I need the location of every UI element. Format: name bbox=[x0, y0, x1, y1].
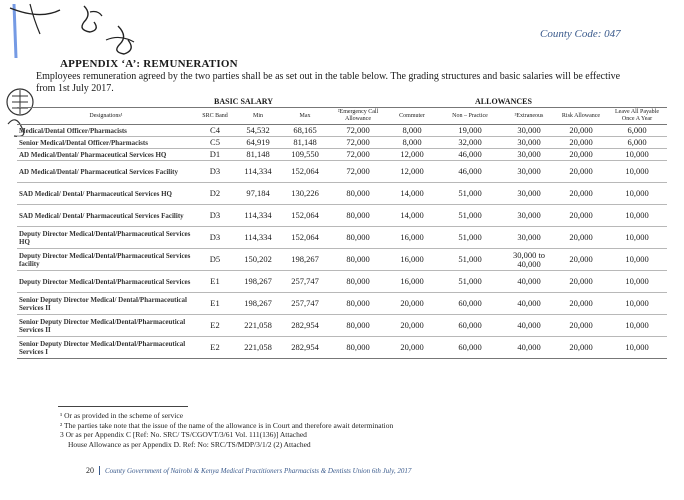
min-cell: 221,058 bbox=[235, 337, 281, 359]
col-header-commuter: Commuter bbox=[387, 108, 437, 125]
commuter-cell: 14,000 bbox=[387, 183, 437, 205]
table-row bbox=[17, 315, 667, 337]
leave-cell: 10,000 bbox=[607, 149, 667, 161]
extraneous-cell: 40,000 bbox=[503, 293, 555, 315]
band-cell: C5 bbox=[195, 137, 235, 149]
non-practice-cell: 19,000 bbox=[437, 125, 503, 137]
risk-cell: 20,000 bbox=[555, 227, 607, 249]
county-code: County Code: 047 bbox=[540, 28, 621, 40]
emergency-cell: 80,000 bbox=[329, 271, 387, 293]
leave-cell: 10,000 bbox=[607, 315, 667, 337]
leave-cell: 10,000 bbox=[607, 205, 667, 227]
col-header-leave: Leave All Payable Once A Year bbox=[607, 108, 667, 125]
emergency-cell: 80,000 bbox=[329, 183, 387, 205]
band-cell: D3 bbox=[195, 205, 235, 227]
emergency-cell: 80,000 bbox=[329, 337, 387, 359]
band-cell: E1 bbox=[195, 271, 235, 293]
designation-cell: AD Medical/Dental/ Pharmaceutical Services HQ bbox=[17, 149, 195, 161]
footnote-2: ² The parties take note that the issue of the name of the allowance is in Court and therefore await determination bbox=[60, 420, 394, 430]
band-cell: E2 bbox=[195, 315, 235, 337]
table-row bbox=[17, 183, 667, 205]
appendix-title: APPENDIX ‘A’: REMUNERATION bbox=[60, 58, 238, 70]
page-footer bbox=[86, 466, 411, 475]
max-cell: 282,954 bbox=[281, 315, 329, 337]
min-cell: 198,267 bbox=[235, 293, 281, 315]
band-cell: D1 bbox=[195, 149, 235, 161]
non-practice-cell: 46,000 bbox=[437, 161, 503, 183]
leave-cell: 10,000 bbox=[607, 271, 667, 293]
emergency-cell: 72,000 bbox=[329, 149, 387, 161]
designation-cell: Senior Deputy Director Medical/Dental/Pharmaceutical Services I bbox=[17, 337, 195, 359]
footnote-1: ¹ Or as provided in the scheme of service bbox=[60, 411, 184, 420]
emergency-cell: 80,000 bbox=[329, 249, 387, 271]
max-cell: 198,267 bbox=[281, 249, 329, 271]
non-practice-cell: 60,000 bbox=[437, 337, 503, 359]
commuter-cell: 20,000 bbox=[387, 337, 437, 359]
extraneous-cell: 40,000 bbox=[503, 337, 555, 359]
risk-cell: 20,000 bbox=[555, 205, 607, 227]
col-header-non-practice: Non – Practice bbox=[437, 108, 503, 125]
table-row bbox=[17, 137, 667, 149]
designation-cell: Deputy Director Medical/Dental/Pharmaceutical Services facility bbox=[17, 249, 195, 271]
commuter-cell: 8,000 bbox=[387, 137, 437, 149]
table-row bbox=[17, 337, 667, 359]
table-row bbox=[17, 271, 667, 293]
commuter-cell: 16,000 bbox=[387, 271, 437, 293]
band-cell: D5 bbox=[195, 249, 235, 271]
non-practice-cell: 60,000 bbox=[437, 315, 503, 337]
extraneous-cell: 30,000 bbox=[503, 161, 555, 183]
min-cell: 114,334 bbox=[235, 161, 281, 183]
min-cell: 114,334 bbox=[235, 205, 281, 227]
commuter-cell: 16,000 bbox=[387, 227, 437, 249]
band-cell: D2 bbox=[195, 183, 235, 205]
allowances-header: ALLOWANCES bbox=[475, 97, 532, 106]
table-row bbox=[17, 293, 667, 315]
extraneous-cell: 30,000 bbox=[503, 137, 555, 149]
leave-cell: 10,000 bbox=[607, 337, 667, 359]
footnote-4: House Allowance as per Appendix D. Ref: No: SRC/TS/MDP/3/1/2 (2) Attached bbox=[68, 439, 311, 449]
footnotes bbox=[60, 411, 393, 449]
max-cell: 68,165 bbox=[281, 125, 329, 137]
band-cell: C4 bbox=[195, 125, 235, 137]
risk-cell: 20,000 bbox=[555, 125, 607, 137]
table-row bbox=[17, 149, 667, 161]
max-cell: 257,747 bbox=[281, 271, 329, 293]
leave-cell: 10,000 bbox=[607, 227, 667, 249]
risk-cell: 20,000 bbox=[555, 337, 607, 359]
risk-cell: 20,000 bbox=[555, 271, 607, 293]
designation-cell: AD Medical/Dental/ Pharmaceutical Services Facility bbox=[17, 161, 195, 183]
leave-cell: 10,000 bbox=[607, 161, 667, 183]
min-cell: 54,532 bbox=[235, 125, 281, 137]
min-cell: 114,334 bbox=[235, 227, 281, 249]
max-cell: 152,064 bbox=[281, 161, 329, 183]
max-cell: 130,226 bbox=[281, 183, 329, 205]
commuter-cell: 12,000 bbox=[387, 149, 437, 161]
designation-cell: SAD Medical/ Dental/ Pharmaceutical Services HQ bbox=[17, 183, 195, 205]
risk-cell: 20,000 bbox=[555, 249, 607, 271]
commuter-cell: 16,000 bbox=[387, 249, 437, 271]
max-cell: 81,148 bbox=[281, 137, 329, 149]
band-cell: E1 bbox=[195, 293, 235, 315]
designation-cell: Senior Deputy Director Medical/ Dental/Pharmaceutical Services II bbox=[17, 293, 195, 315]
col-header-emergency: ²Emergency Call Allowance bbox=[329, 108, 387, 125]
table-header-row bbox=[17, 108, 667, 125]
footnote-rule bbox=[58, 406, 188, 407]
leave-cell: 10,000 bbox=[607, 183, 667, 205]
col-header-extraneous: ³Extraneous bbox=[503, 108, 555, 125]
designation-cell: SAD Medical/ Dental/ Pharmaceutical Services Facility bbox=[17, 205, 195, 227]
min-cell: 150,202 bbox=[235, 249, 281, 271]
risk-cell: 20,000 bbox=[555, 149, 607, 161]
col-header-designations: Designations¹ bbox=[17, 108, 195, 125]
table-row bbox=[17, 161, 667, 183]
footer-text: County Government of Nairobi & Kenya Medical Practitioners Pharmacists & Dentists Union 6th July, 2017 bbox=[105, 466, 412, 475]
leave-cell: 6,000 bbox=[607, 125, 667, 137]
band-cell: D3 bbox=[195, 227, 235, 249]
max-cell: 152,064 bbox=[281, 227, 329, 249]
commuter-cell: 14,000 bbox=[387, 205, 437, 227]
page-number: 20 bbox=[86, 466, 100, 475]
non-practice-cell: 51,000 bbox=[437, 271, 503, 293]
table-row bbox=[17, 227, 667, 249]
table-row bbox=[17, 125, 667, 137]
non-practice-cell: 51,000 bbox=[437, 183, 503, 205]
max-cell: 152,064 bbox=[281, 205, 329, 227]
extraneous-cell: 30,000 bbox=[503, 227, 555, 249]
commuter-cell: 8,000 bbox=[387, 125, 437, 137]
commuter-cell: 20,000 bbox=[387, 293, 437, 315]
footnote-3: 3 Or as per Appendix C [Ref: No. SRC/ TS/CGOVT/3/61 Vol. 111(136)] Attached bbox=[60, 430, 307, 439]
risk-cell: 20,000 bbox=[555, 293, 607, 315]
col-header-max: Max bbox=[281, 108, 329, 125]
extraneous-cell bbox=[503, 249, 555, 271]
risk-cell: 20,000 bbox=[555, 137, 607, 149]
extraneous-cell: 40,000 bbox=[503, 315, 555, 337]
risk-cell: 20,000 bbox=[555, 183, 607, 205]
min-cell: 64,919 bbox=[235, 137, 281, 149]
emergency-cell: 80,000 bbox=[329, 315, 387, 337]
handwritten-signature bbox=[0, 0, 150, 65]
non-practice-cell: 60,000 bbox=[437, 293, 503, 315]
min-cell: 81,148 bbox=[235, 149, 281, 161]
designation-cell: Senior Deputy Director Medical/Dental/Pharmaceutical Services II bbox=[17, 315, 195, 337]
extraneous-value: 30,000 to bbox=[512, 249, 546, 260]
emergency-cell: 72,000 bbox=[329, 137, 387, 149]
basic-salary-header: BASIC SALARY bbox=[214, 97, 274, 106]
extraneous-cell: 30,000 bbox=[503, 183, 555, 205]
risk-cell: 20,000 bbox=[555, 161, 607, 183]
min-cell: 198,267 bbox=[235, 271, 281, 293]
emergency-cell: 80,000 bbox=[329, 227, 387, 249]
designation-cell: Deputy Director Medical/Dental/Pharmaceutical Services bbox=[17, 271, 195, 293]
extraneous-cell: 30,000 bbox=[503, 149, 555, 161]
extraneous-extra-value: 40,000 bbox=[517, 258, 541, 269]
band-cell: D3 bbox=[195, 161, 235, 183]
designation-cell: Medical/Dental Officer/Pharmacists bbox=[17, 125, 195, 137]
col-header-min: Min bbox=[235, 108, 281, 125]
extraneous-cell: 40,000 bbox=[503, 271, 555, 293]
non-practice-cell: 32,000 bbox=[437, 137, 503, 149]
intro-paragraph: Employees remuneration agreed by the two parties shall be as set out in the table below. The grading structures and basic salaries will be effective from 1st July 2017. bbox=[36, 71, 621, 94]
min-cell: 97,184 bbox=[235, 183, 281, 205]
leave-cell: 10,000 bbox=[607, 293, 667, 315]
extraneous-cell: 30,000 bbox=[503, 125, 555, 137]
band-cell: E2 bbox=[195, 337, 235, 359]
commuter-cell: 12,000 bbox=[387, 161, 437, 183]
min-cell: 221,058 bbox=[235, 315, 281, 337]
max-cell: 282,954 bbox=[281, 337, 329, 359]
col-header-src-band: SRC Band bbox=[195, 108, 235, 125]
emergency-cell: 80,000 bbox=[329, 293, 387, 315]
col-header-risk: Risk Allowance bbox=[555, 108, 607, 125]
designation-cell: Deputy Director Medical/Dental/Pharmaceutical Services HQ bbox=[17, 227, 195, 249]
emergency-cell: 80,000 bbox=[329, 205, 387, 227]
risk-cell: 20,000 bbox=[555, 315, 607, 337]
leave-cell: 6,000 bbox=[607, 137, 667, 149]
non-practice-cell: 51,000 bbox=[437, 205, 503, 227]
non-practice-cell: 51,000 bbox=[437, 249, 503, 271]
commuter-cell: 20,000 bbox=[387, 315, 437, 337]
emergency-cell: 72,000 bbox=[329, 161, 387, 183]
table-row bbox=[17, 249, 667, 271]
remuneration-table bbox=[17, 107, 667, 359]
designation-cell: Senior Medical/Dental Officer/Pharmacists bbox=[17, 137, 195, 149]
non-practice-cell: 46,000 bbox=[437, 149, 503, 161]
max-cell: 257,747 bbox=[281, 293, 329, 315]
extraneous-cell: 30,000 bbox=[503, 205, 555, 227]
table-row bbox=[17, 205, 667, 227]
leave-cell: 10,000 bbox=[607, 249, 667, 271]
emergency-cell: 72,000 bbox=[329, 125, 387, 137]
non-practice-cell: 51,000 bbox=[437, 227, 503, 249]
max-cell: 109,550 bbox=[281, 149, 329, 161]
